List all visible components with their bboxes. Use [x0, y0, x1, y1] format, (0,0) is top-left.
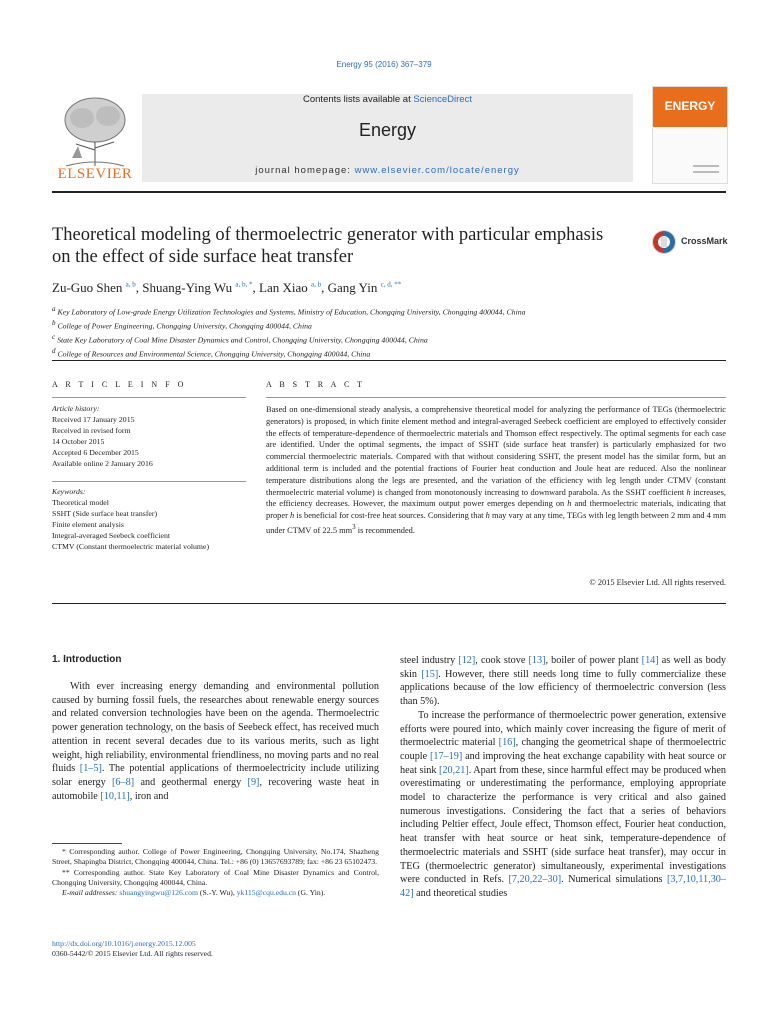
abstract-segment: Based on one-dimensional steady analysis, a comprehensive theoretical model for analyzing the performance of TEGs (thermoelectric generators) is proposed, in which finite element method and integral-averaged Seebeck coefficient are employed to effectively consider the effects of temperature-dependence of thermoelectric materials and Thomson effect respectively. The optimal segments for each case are identified. Under the optimal segments, the impact of SSHT (side surface heat transfer) is particularly emphasized for two commercial thermoelectric materials. Compared with that without considering SSHT, the present model has the similar form, but an additional term is included and the potential fractions of Fourier heat conduction and Joule heat are reduced. Also the nonlinear temperature distributions along the legs are presented, and the variation of the efficiency with leg length under CTMV (constant thermoelectric material volume) is changed from monotonously increasing to downward parabola. As the SSHT coefficient — [266, 405, 726, 497]
citation-link[interactable]: [16] — [498, 737, 516, 749]
body-text: . The potential applications of thermoelectricity include utilizing solar energy — [52, 763, 379, 788]
affiliation-text: State Key Laboratory of Coal Mine Disaster Dynamics and Control, Chongqing University, Chongqing 400044, China — [57, 335, 428, 345]
header-rule — [52, 191, 726, 193]
affiliation-text: College of Resources and Environmental Science, Chongqing University, Chongqing 400044, China — [57, 349, 371, 359]
article-title: Theoretical modeling of thermoelectric generator with particular emphasis on the effect of side surface heat transfer — [52, 225, 604, 267]
body-text: , boiler of power plant — [545, 655, 642, 666]
affiliation-mark: d — [52, 347, 56, 356]
citation-link[interactable]: [7,20,22–30] — [508, 874, 562, 886]
author-affil-marks[interactable]: a, b, * — [235, 280, 253, 289]
body-text: and improving the heat exchange capability with heat source or heat sink — [400, 750, 726, 776]
cover-text-line — [693, 171, 719, 173]
body-column-right — [400, 654, 726, 901]
body-text: With ever increasing energy demanding and environmental pollution caused by burning fossil fuels, the researches about renewable energy sources and related conversion technologies have been on the agenda. Thermoelectric power generation technology, on the basis of Seebeck effect, has received much attention in recent several decades due to its various merits, such as light weight, high reliability, environmental friendliness, no moving parts and no real fluids — [52, 681, 379, 775]
abstract-heading: A B S T R A C T — [266, 380, 366, 389]
abstract-segment: and thermoelectric materials, indicating that proper — [266, 499, 726, 521]
affiliation-mark: a — [52, 305, 56, 313]
footnote: ** Corresponding author. State Key Laboratory of Coal Mine Disaster Dynamics and Control, Chongqing University, Chongqing 400044, China. — [52, 867, 379, 887]
citation-link[interactable]: [6–8] — [112, 776, 135, 788]
footnote: * Corresponding author. College of Power Engineering, Chongqing University, No.174, Shazheng Street, Shapingba District, Chongqing 400044, China. Tel.: +86 (0) 13657693789; fax: +86 23 65102473. — [52, 847, 379, 867]
history-item: Received in revised form — [52, 426, 131, 435]
issn-line: 0360-5442/© 2015 Elsevier Ltd. All rights reserved. — [52, 949, 213, 959]
keyword-item: CTMV (Constant thermoelectric material volume) — [52, 542, 210, 551]
homepage-prefix: journal homepage: — [255, 165, 355, 176]
citation-link[interactable]: [20,21] — [439, 764, 469, 776]
abstract-var: h — [567, 499, 572, 509]
email-owner: (G. Yin). — [296, 888, 326, 898]
cover-title: ENERGY — [664, 99, 716, 113]
abstract-var: h — [289, 511, 295, 521]
abstract-segment: increases, the efficiency decreases. However, the maximum output power emerges depending on — [266, 487, 726, 509]
email-owner: (S.-Y. Wu), — [197, 888, 237, 898]
contents-line — [142, 94, 633, 105]
history-item: Accepted 6 December 2015 — [52, 448, 139, 457]
citation-link[interactable]: [1–5] — [79, 763, 102, 775]
author-affil-marks[interactable]: a, b — [125, 280, 136, 289]
body-text: To increase the performance of thermoelectric power generation, extensive efforts were poured into, which mainly cover increasing the figure of merit of thermoelectric material — [400, 709, 726, 749]
abstract-var: h — [686, 487, 691, 497]
keyword-item: Theoretical model — [52, 498, 109, 507]
body-text: as well as body skin — [400, 655, 727, 680]
body-text: and geothermal energy — [134, 776, 248, 788]
body-text: and theoretical studies — [413, 887, 508, 899]
section-rule — [52, 360, 726, 361]
author-affil-marks[interactable]: a, b — [311, 280, 322, 289]
paragraph — [400, 654, 726, 709]
body-text: , cook stove — [475, 655, 529, 666]
author-affil-marks[interactable]: c, d, ** — [380, 280, 402, 289]
contents-prefix: Contents lists available at — [303, 94, 414, 105]
body-text: . However, there still needs long time to fully commercialize these applications because of the low efficiency of thermoelectric conversion (less than 5%). — [400, 668, 726, 708]
body-column-left — [52, 680, 379, 803]
info-divider — [52, 397, 246, 398]
abstract-segment: is recommended. — [355, 525, 415, 535]
article-info-heading: A R T I C L E I N F O — [52, 380, 187, 389]
crossmark-icon — [651, 228, 677, 256]
crossmark-label: CrossMark — [681, 236, 728, 246]
citation-link[interactable]: [12] — [458, 655, 476, 666]
journal-homepage — [142, 165, 633, 176]
body-text: . Numerical simulations — [561, 874, 667, 886]
abstract-var: h — [485, 511, 490, 521]
author-name[interactable]: Lan Xiao — [259, 280, 308, 295]
citation-link[interactable]: [3,7,10,11,30–42] — [400, 874, 726, 899]
history-item: Received 17 January 2015 — [52, 415, 135, 424]
footnote-rule — [52, 843, 122, 844]
sciencedirect-link[interactable]: ScienceDirect — [413, 94, 472, 105]
abstract-text — [266, 404, 726, 537]
affiliation-item — [52, 318, 692, 332]
affiliation-item — [52, 346, 692, 360]
journal-citation[interactable]: Energy 95 (2016) 367–379 — [336, 60, 432, 69]
body-text: , iron and — [129, 790, 169, 802]
citation-link[interactable]: [15] — [421, 668, 439, 680]
crossmark-badge[interactable] — [651, 228, 731, 258]
body-text: steel industry — [400, 655, 459, 666]
affiliation-text: College of Power Engineering, Chongqing University, Chongqing 400044, China — [57, 321, 312, 331]
citation-link[interactable]: [13] — [528, 655, 546, 666]
paragraph — [400, 709, 726, 901]
info-divider — [52, 481, 246, 482]
author-name[interactable]: Zu-Guo Shen — [52, 280, 123, 295]
body-text: , recovering waste heat in automobile — [52, 776, 379, 802]
abstract-superscript: 3 — [352, 522, 356, 531]
abstract-segment: is beneficial for cost-free heat sources. Considering that — [294, 511, 486, 521]
affiliation-item — [52, 304, 692, 318]
body-text: , changing the geometrical shape of thermoelectric couple — [400, 737, 726, 762]
article-history — [52, 403, 246, 469]
abstract-segment: may vary at any time, TEGs with leg length between 2 mm and 4 mm under CTMV of 22.5 mm — [266, 511, 726, 535]
author-name[interactable]: Gang Yin — [327, 280, 378, 295]
keywords — [52, 486, 246, 552]
author-name[interactable]: Shuang-Ying Wu — [142, 280, 233, 295]
affiliation-mark: c — [52, 333, 56, 342]
section-heading-introduction: 1. Introduction — [52, 654, 122, 665]
journal-name: Energy — [358, 120, 417, 140]
footnotes — [52, 847, 379, 898]
keyword-item: Finite element analysis — [52, 520, 124, 529]
elsevier-logo — [52, 88, 138, 188]
journal-cover-thumbnail[interactable] — [652, 86, 728, 184]
affiliation-mark: b — [52, 319, 56, 328]
section-rule — [52, 603, 726, 604]
affiliation-item — [52, 332, 692, 346]
history-label: Article history: — [52, 404, 100, 413]
citation-link[interactable]: [10,11] — [100, 790, 130, 802]
homepage-link[interactable]: www.elsevier.com/locate/energy — [354, 165, 520, 176]
doi-link[interactable]: http://dx.doi.org/10.1016/j.energy.2015.12.005 — [52, 939, 196, 948]
email-link[interactable]: yk115@cqu.edu.cn — [236, 888, 296, 898]
citation-link[interactable]: [14] — [641, 655, 659, 666]
doi-block — [52, 939, 213, 960]
keywords-label: Keywords: — [52, 487, 86, 496]
cover-text-line — [693, 165, 719, 167]
keyword-item: Integral-averaged Seebeck coefficient — [52, 531, 171, 540]
history-item: Available online 2 January 2016 — [52, 459, 153, 468]
keyword-item: SSHT (Side surface heat transfer) — [52, 509, 158, 518]
copyright-notice: © 2015 Elsevier Ltd. All rights reserved. — [589, 578, 726, 587]
author-list: Zu-Guo Shen $^{a, b}$, Shuang-Ying Wu $^{a, b, *}$, Lan Xiao $^{a, b}$, Gang Yin $^{c, d, **}$ — [52, 280, 402, 295]
citation-link[interactable]: [17–19] — [430, 750, 463, 762]
email-label: E-mail addresses: — [62, 888, 118, 898]
email-footnote — [52, 888, 379, 898]
history-item: 14 October 2015 — [52, 437, 105, 446]
body-text: . Apart from these, since harmful effect may be produced when overestimating or underestimating the performance, employing appropriate model to characterize the performance is very critical and also gained numerous investigations. Considering the fact that a series of behaviors including Peltier effect, Joule effect, Thomson effect, Fourier heat conduction, heat transfer with heat source or heat sink, temperature-dependence of thermoelectric materials and SSHT (side surface heat transfer), may occur in TEG (thermoelectric generator) simultaneously, experimental investigations were conducted in Refs. — [400, 764, 726, 886]
affiliations — [52, 304, 692, 360]
email-link[interactable]: shuangyingwu@126.com — [119, 888, 198, 898]
citation-link[interactable]: [9] — [247, 776, 260, 788]
publisher-name: ELSEVIER — [57, 166, 133, 182]
affiliation-text: Key Laboratory of Low-grade Energy Utilization Technologies and Systems, Ministry of Education, Chongqing University, Chongqing 400044, China — [57, 307, 526, 317]
abstract-divider — [266, 397, 726, 398]
